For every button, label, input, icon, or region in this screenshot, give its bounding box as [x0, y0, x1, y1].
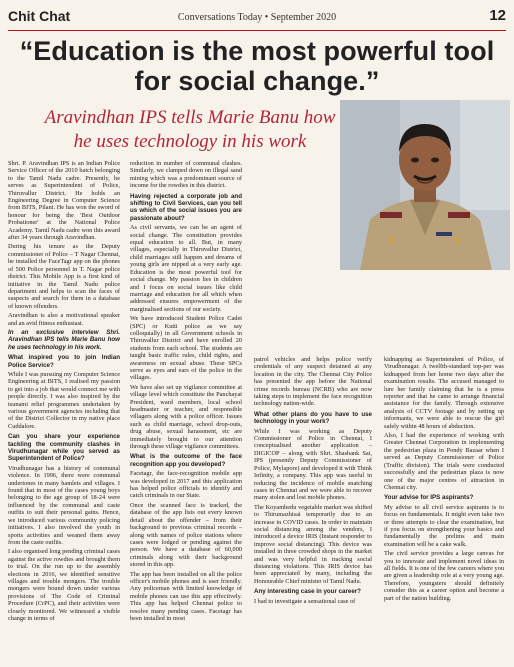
article-paragraph: During his tenure as the Deputy commissioner of Police – T Nagar Chennai, he installed the FaceTagr app on the phones of 500 Police personnel in T. Nagar police district. This Mobile App is a first kind of initiative in the Tamil Nadu police department and helps to scan the faces of suspects and search for them in a database of known offenders.: [8, 243, 120, 310]
article-paragraph: I also organised long pending criminal cases against the active rowdies and brought them to trial. On the run up to the assembly elections in 2016, we identified sensitive villages and trouble mongers. The trouble mongers were bound down under various provisions of The Code of Criminal Procedure (CrPC), and their activities were closely monitored. We witnessed a visible change in terms of: [8, 548, 120, 622]
article-paragraph: kidnapping as Superintendent of Police, of Virudhunagar. A twelfth-standard top-per was kidnapped from her home two days after the examination results. The accused managed to lure her family claiming that he is a press reporter and that he came to arrange financial assistance for the family. Through extensive analysis of CCTV footage and by setting up informants, we were able to rescue the girl safely within 48 hours of abduction.: [384, 356, 504, 430]
article-paragraph: The civil service provides a large canvas for you to innovate and implement novel ideas in all fields. It is one of the few careers where you are given a leadership role at a very young age. Therefore, youngsters should definitely consider this as a career option and become a part of the nation building.: [384, 550, 504, 602]
article-paragraph: Facetagr, the face-recognition mobile app was developed in 2017 and this application has helped police officials to identify and catch criminals in our State.: [130, 470, 242, 500]
portrait-photo: [340, 100, 510, 270]
page-header: [8, 6, 506, 28]
header-rule: [8, 30, 506, 31]
interview-question: Any interesting case in your career?: [254, 588, 361, 596]
article-column-4: [384, 356, 504, 604]
page-number: 12: [489, 7, 506, 24]
article-paragraph: Shri. P. Aravindhan IPS is an Indian Police Service Officer of the 2010 batch belonging to the Tamil Nadu cadre. Presently, he serves as Superintendent of Police, Thiruvallur District. He holds an Engineering Degree in Computer Science from BITS, Pilani. He has won the sword of honour for being the 'Best Outdoor Probationer' at the National Police Academy. Tamil Nadu cadre won this award after 34 years through Aravindhan.: [8, 160, 120, 242]
article-paragraph: While I was working as Deputy Commissioner of Police in Chennai, I conceptualised another application – DIGICOP – along with Shri. Shashank Sai, IPS (presently Deputy Commissioner of Police, Mylapore) and developed it with Think Infinity, a company. This app was useful in reducing the incidence of mobile snatching cases in Chennai and we were able to recover many stolen and lost mobile phones.: [254, 427, 372, 502]
article-paragraph: The app has been installed on all the police officer's mobile phones and is user friendly. Any policeman with limited knowledge of mobile phones can use this app effectively. This app has helped Chennai police to resolve many pending cases. Facetagr has been installed in most: [130, 570, 242, 622]
article-column-3: [254, 356, 372, 607]
article-paragraph: patrol vehicles and helps police verify credentials of any suspect detained at any location in the city. The Chennai City Police has presented the app before the National crime records bureau (NCRB) who are now taking steps to implement the face recognition technology nation-wide.: [254, 356, 372, 408]
article-paragraph: reduction in number of communal clashes. Similarly, we clamped down on illegal sand mining which was a predominant source of income for the rowdies in this district.: [130, 160, 242, 190]
intro-italic: In an exclusive interview Shri. Aravindhan IPS tells Marie Banu how he uses technology in his work.: [8, 328, 120, 351]
article-paragraph: We have introduced Student Police Cadet (SPC) or Kutti police as we say colloquially) in all Government schools in Thiruvallur District and have enrolled 20 students from each school. The students are taught basic traffic rules, child rights, and awareness on sexual abuse. These SPCs serve as eyes and ears of the police in the villages.: [130, 315, 242, 382]
article-paragraph: While I was pursuing my Computer Science Engineering at BITS, I realised my passion to get into a job that would connect me with people directly. I was also inspired by the tsunami relief programmes undertaken by various government agencies including that of the District Collector in my native place Cuddalore.: [8, 370, 120, 430]
article-column-2: [130, 160, 242, 624]
subheadline: Aravindhan IPS tells Marie Banu how he uses technology in his work: [44, 107, 336, 152]
masthead: Conversations Today • September 2020: [177, 12, 337, 23]
article-paragraph: My advise to all civil service aspirants is to focus on fundamentals. It might even take two or three attempts to clear the examination, but if you focus on strengthening your basics and fundamentally the prelims and main examination will be a cake walk.: [384, 503, 504, 548]
article-paragraph: Also, I had the experience of working with Greater Chennai Corporation in implementing the pedestrian plaza in Pondy Bazaar when I served as Deputy Commissioner of Police (Traffic division). The trials were conducted successfully and the pedestrian plaza is now one of the major centres of attraction in Chennai city.: [384, 432, 504, 491]
article-paragraph: Virudhunagar has a history of communal violence. In 1996, there were communal undertones in many hamlets and villages. I found that in most of the cases young boys belonging to the age group of 18-24 were influenced by the communal and caste outfits to suit their personal gains. Hence, we introduced various community policing initiatives. I also involved the youth in sports activities and weaned them away from the caste outfits.: [8, 464, 120, 546]
officer-portrait-illustration: [340, 100, 510, 270]
article-paragraph: Once the scanned face is tracked, the database of the app lists out every known detail about the offender – from their background to previous criminal records – along with names of police stations where cases were lodged or pending against the person. We have a database of 60,000 criminals along with their background stored in this app.: [130, 501, 242, 569]
interview-question: Having rejected a corporate job and shifting to Civil Services, can you tell us which of the social issues you are passionate about?: [130, 192, 242, 222]
article-paragraph: The Koyambedu vegetable market was shifted to Thirumazhisai temporarily due to an increase in COVID cases. In order to maintain social distancing among the vendors, I introduced a device IRIS (Instant responder to improve social distancing). This device was installed in three crowded shops in the market and was very helpful in tracking social distancing violations. This IRIS device has been appreciated by many, including the Honourable Chief minister of Tamil Nadu.: [254, 503, 372, 585]
interview-question: Can you share your experience tackling the community clashes in Virudhunagar while you served as Superintendent of Police?: [8, 433, 120, 463]
interview-question: What is the outcome of the face recognition app you developed?: [130, 453, 242, 468]
interview-question: Your advise for IPS aspirants?: [384, 494, 474, 502]
headline: “Education is the most powerful tool for social change.”: [19, 36, 495, 96]
section-label: Chit Chat: [8, 8, 71, 24]
article-column-1: [8, 160, 120, 624]
article-paragraph: As civil servants, we can be an agent of social change. The constitution provides equal education to all. But, in many villages, especially in Thiruvallur District, child marriages still happen and dreams of young girls are nipped at a very early age. Education is the most powerful tool for social change. My passion lies in children and I focus on social issues like child marriage and education for all which when addressed ensures empowerment of the marginalised sections of our society.: [130, 224, 242, 313]
interview-question: What inspired you to join Indian Police Service?: [8, 354, 120, 369]
article-paragraph: I had to investigate a sensational case of: [254, 597, 356, 605]
article-paragraph: We have also set up vigilance committee at village level which constitute the Panchayat President, ward members, local school headmaster or teacher, and responsible villagers along with a police officer. Issues such as child marriage, school drop-outs, drug abuse, sexual harassment, etc are immediately brought to our attention through these village vigilance committees.: [130, 383, 242, 451]
article-paragraph: Aravindhan is also a motivational speaker and an avid fitness enthusiast.: [8, 312, 120, 327]
interview-question: What other plans do you have to use technology in your work?: [254, 410, 372, 426]
